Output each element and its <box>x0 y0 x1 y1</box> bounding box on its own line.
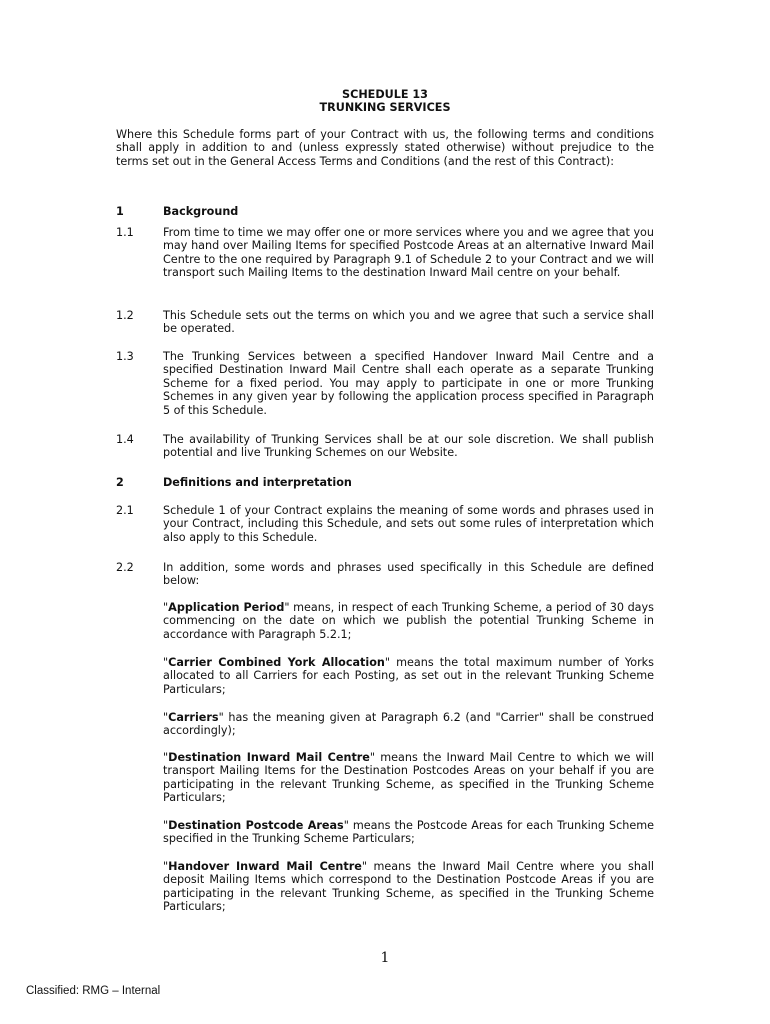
clause-text: Schedule 1 of your Contract explains the meaning of some words and phrases used in your Contract, including this Schedule, and sets out some rules of interpretation which also apply to this Schedule. <box>163 504 654 544</box>
definition-term: Carrier Combined York Allocation <box>168 656 385 669</box>
definition-item: "Destination Inward Mail Centre" means the Inward Mail Centre to which we will transport Mailing Items for the Destination Postcodes Areas on your behalf if you are participating in the relevant Trunking Scheme, as specified in the Trunking Scheme Particulars; <box>163 751 654 805</box>
definition-term: Application Period <box>168 601 285 614</box>
definition-text: has the meaning given at Paragraph 6.2 (and "Carrier" shall be construed accordingly); <box>163 711 654 738</box>
intro-paragraph: Where this Schedule forms part of your Contract with us, the following terms and conditions shall apply in addition to and (unless expressly stated otherwise) without prejudice to the terms set out in the General Access Terms and Conditions (and the rest of this Contract): <box>116 128 654 168</box>
definition-item: "Carriers" has the meaning given at Paragraph 6.2 (and "Carrier" shall be construed accordingly); <box>163 711 654 738</box>
definition-term: Destination Postcode Areas <box>168 819 344 832</box>
definition-term: Carriers <box>168 711 219 724</box>
definition-item: "Destination Postcode Areas" means the Postcode Areas for each Trunking Scheme specified in the Trunking Scheme Particulars; <box>163 819 654 846</box>
definition-text: means the Inward Mail Centre to which we will transport Mailing Items for the Destination Postcodes Areas on your behalf if you are participating in the relevant Trunking Scheme, as specified in the Trunking Scheme Particulars; <box>163 751 654 805</box>
definition-item: "Application Period" means, in respect of each Trunking Scheme, a period of 30 days commencing on the date on which we publish the potential Trunking Scheme in accordance with Paragraph 5.2.1; <box>163 601 654 641</box>
classification-label: Classified: RMG – Internal <box>26 985 161 997</box>
definition-item: "Handover Inward Mail Centre" means the Inward Mail Centre where you shall deposit Mailing Items which correspond to the Destination Postcode Areas if you are participating in the relevant Trunking Scheme, as specified in the Trunking Scheme Particulars; <box>163 860 654 914</box>
definition-text: means the total maximum number of Yorks allocated to all Carriers for each Posting, as set out in the relevant Trunking Scheme Particulars; <box>163 656 654 696</box>
clause-text: From time to time we may offer one or more services where you and we agree that you may hand over Mailing Items for specified Postcode Areas at an alternative Inward Mail Centre to the one required by Paragraph 9.1 of Schedule 2 to your Contract and we will transport such Mailing Items to the destination Inward Mail centre on your behalf. <box>163 226 654 280</box>
schedule-number: SCHEDULE 13 <box>342 88 428 101</box>
definition-item: "Carrier Combined York Allocation" means the total maximum number of Yorks allocated to all Carriers for each Posting, as set out in the relevant Trunking Scheme Particulars; <box>163 656 654 696</box>
definition-text: means, in respect of each Trunking Scheme, a period of 30 days commencing on the date on which we publish the potential Trunking Scheme in accordance with Paragraph 5.2.1; <box>163 601 654 641</box>
definition-term: Destination Inward Mail Centre <box>168 751 370 764</box>
clause-number: 1.2 <box>116 309 134 322</box>
clause-text: The availability of Trunking Services shall be at our sole discretion. We shall publish potential and live Trunking Schemes on our Website. <box>163 433 654 460</box>
clause-number: 1.4 <box>116 433 134 446</box>
page-title: TRUNKING SERVICES <box>319 101 451 114</box>
definition-text: means the Postcode Areas for each Trunking Scheme specified in the Trunking Scheme Particulars; <box>163 819 654 846</box>
section-1-number: 1 <box>116 205 124 218</box>
clause-number: 1.1 <box>116 226 134 239</box>
definition-term: Handover Inward Mail Centre <box>168 860 362 873</box>
clause-text: This Schedule sets out the terms on which you and we agree that such a service shall be operated. <box>163 309 654 336</box>
section-2-heading: Definitions and interpretation <box>163 476 352 489</box>
clause-number: 2.1 <box>116 504 134 517</box>
clause-number: 2.2 <box>116 561 134 574</box>
section-1-heading: Background <box>163 205 239 218</box>
page-number: 1 <box>380 950 390 966</box>
clause-number: 1.3 <box>116 350 134 363</box>
clause-text: The Trunking Services between a specified Handover Inward Mail Centre and a specified Destination Inward Mail Centre shall each operate as a separate Trunking Scheme for a fixed period. You may apply to participate in one or more Trunking Schemes in any given year by following the application process specified in Paragraph 5 of this Schedule. <box>163 350 654 417</box>
section-2-number: 2 <box>116 476 124 489</box>
definition-text: means the Inward Mail Centre where you shall deposit Mailing Items which correspond to the Destination Postcode Areas if you are participating in the relevant Trunking Scheme, as specified in the Trunking Scheme Particulars; <box>163 860 654 914</box>
clause-text: In addition, some words and phrases used specifically in this Schedule are defined below: <box>163 561 654 588</box>
